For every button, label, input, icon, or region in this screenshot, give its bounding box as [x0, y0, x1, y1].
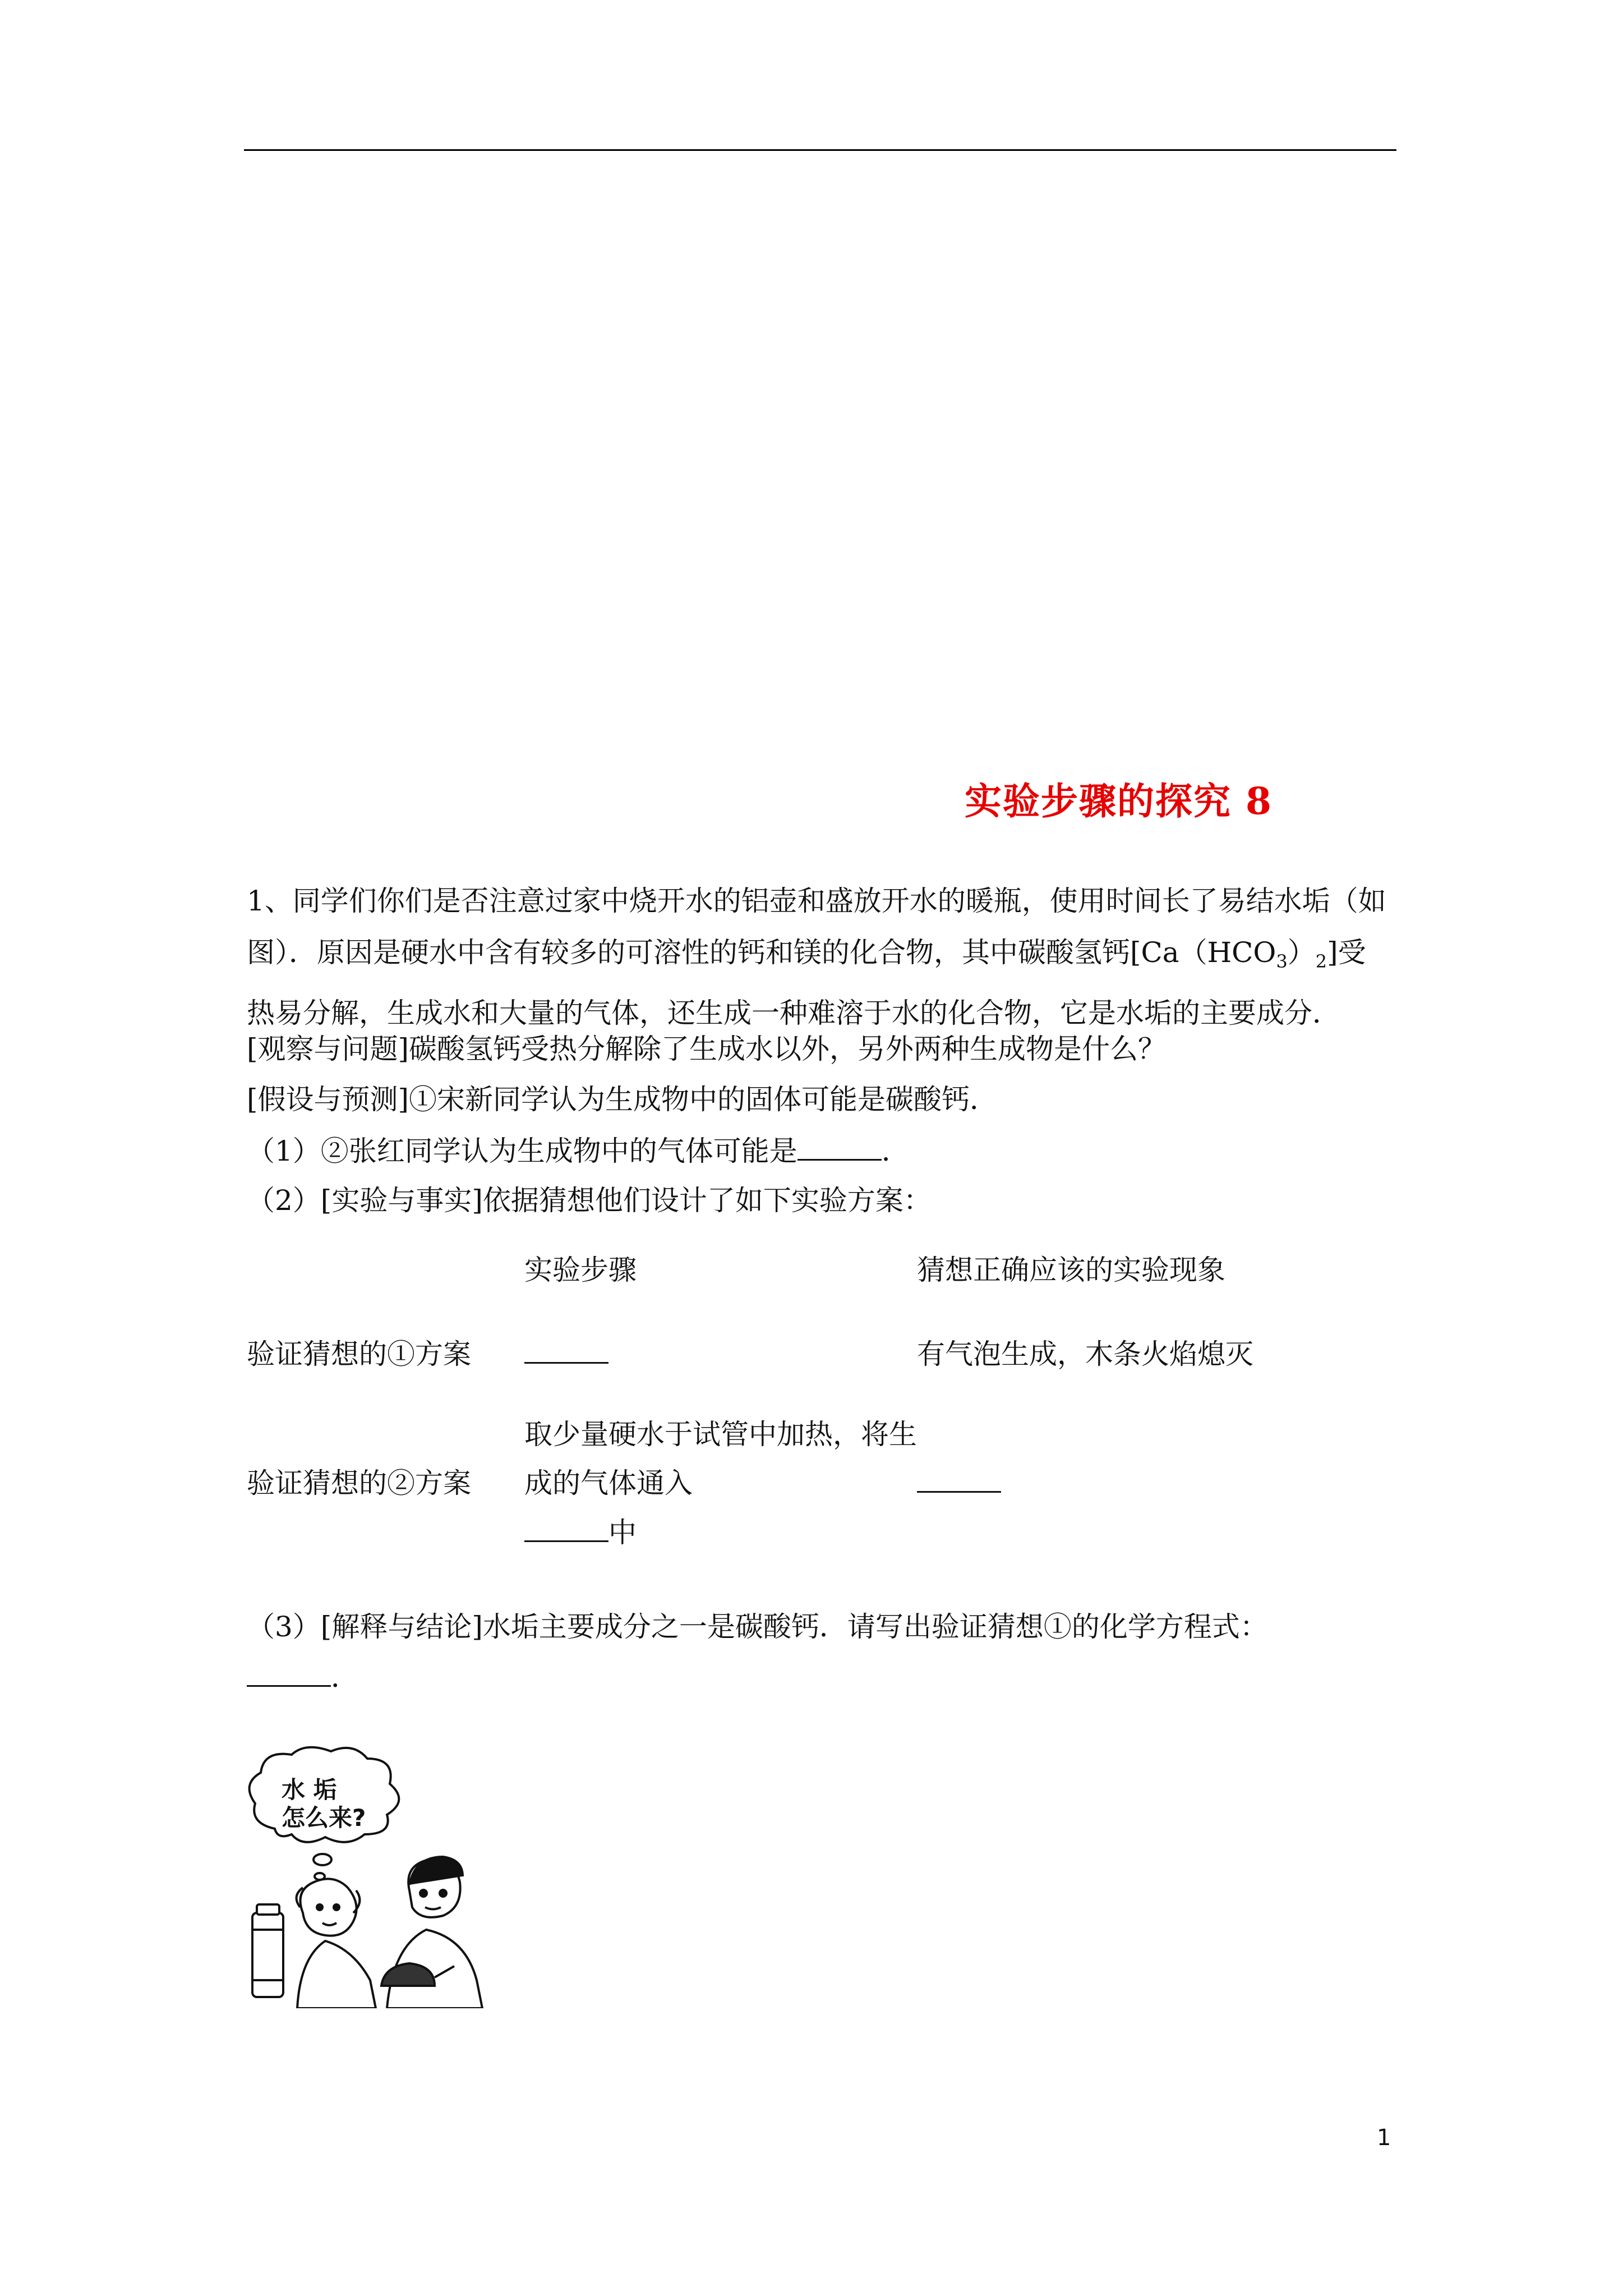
water-scale-cartoon — [241, 1745, 516, 2008]
row2-step-line1: 取少量硬水于试管中加热，将生 — [524, 1418, 917, 1451]
row1-step — [524, 1331, 608, 1378]
observe-line: [观察与问题]碳酸氢钙受热分解除了生成水以外，另外两种生成物是什么？ — [247, 1033, 1166, 1065]
bubble-text-line2: 怎么来? — [282, 1804, 366, 1832]
intro-text-2: ]受热易分解，生成水和大量的气体，还生成一种难溶于水的化合物，它是水垢的主要成分． — [247, 936, 1366, 1029]
question-2: （2）[实验与事实]依据猜想他们设计了如下实验方案： — [247, 1184, 932, 1217]
question-1-end: ． — [881, 1135, 910, 1167]
question-3-end: ． — [331, 1661, 359, 1694]
page-number: 1 — [1377, 2125, 1391, 2151]
row2-label: 验证猜想的②方案 — [247, 1467, 471, 1499]
table-header-steps: 实验步骤 — [524, 1254, 637, 1286]
question-1 — [247, 1129, 910, 1169]
row1-phenomenon: 有气泡生成，木条火焰熄灭 — [917, 1338, 1253, 1370]
question-3: （3）[解释与结论]水垢主要成分之一是碳酸钙．请写出验证猜想①的化学方程式： — [247, 1611, 1268, 1643]
row1-label: 验证猜想的①方案 — [247, 1338, 471, 1370]
bubble-text-line1: 水 垢 — [282, 1776, 337, 1803]
table-header-phenomenon: 猜想正确应该的实验现象 — [917, 1254, 1225, 1286]
header-rule — [244, 149, 1396, 151]
row2-phenomenon — [917, 1460, 1001, 1507]
subscript-2: 2 — [1315, 951, 1327, 972]
answer-blank-3[interactable] — [247, 1663, 331, 1687]
question-intro — [247, 875, 1391, 1039]
question-3-answer — [247, 1655, 359, 1695]
answer-blank-row2-phenomenon[interactable] — [917, 1469, 1001, 1493]
answer-blank-row1-step[interactable] — [524, 1340, 608, 1364]
intro-text-1: 1、同学们你们是否注意过家中烧开水的铝壶和盛放开水的暖瓶，使用时间长了易结水垢（如图）．原因是硬水中含有较多的可溶性的钙和镁的化合物，其中碳酸氢钙[Ca（HCO — [247, 885, 1386, 969]
intro-text-mid: ） — [1287, 936, 1316, 969]
row2-step-line2: 成的气体通入 — [524, 1467, 693, 1499]
hypothesis-line: [假设与预测]①宋新同学认为生成物中的固体可能是碳酸钙． — [247, 1083, 998, 1116]
row2-step-end: 中 — [608, 1516, 637, 1549]
page-title: 实验步骤的探究 8 — [965, 779, 1272, 823]
cartoon-drawing — [241, 1745, 516, 2008]
subscript-3: 3 — [1276, 951, 1288, 972]
answer-blank-row2-step[interactable] — [524, 1518, 608, 1542]
question-1-text: （1）②张红同学认为生成物中的气体可能是 — [247, 1135, 797, 1167]
answer-blank-1[interactable] — [797, 1137, 882, 1161]
row2-step-line3 — [524, 1509, 637, 1556]
